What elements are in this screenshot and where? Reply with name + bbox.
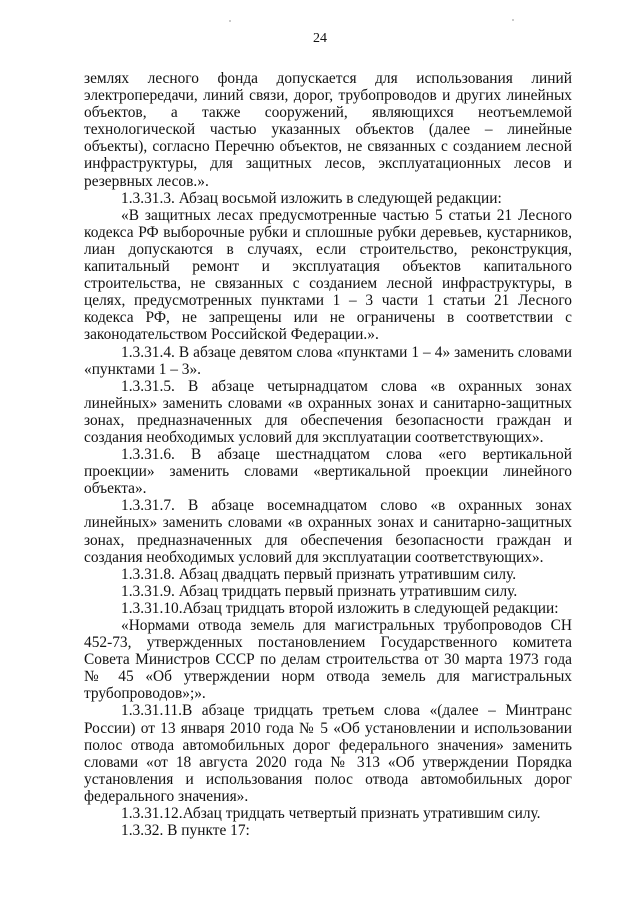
paragraph: 1.3.31.5. В абзаце четырнадцатом слова «в охранных зонах линейных» заменить словами «в охранных зонах и санитарно-защитных зонах, предназначенных для обеспечения безопасности граждан и создания необходимых условий для эксплуатации соответствующих». (84, 377, 572, 446)
paragraph: «Нормами отвода земель для магистральных трубопроводов СН 452-73, утвержденных постановлением Государственного комитета Совета Министров СССР по делам строительства от 30 марта 1973 года № 45 «Об утверждении норм отвода земель для магистральных трубопроводов»;». (84, 617, 572, 703)
page-number: 24 (313, 31, 327, 46)
paragraph: 1.3.31.6. В абзаце шестнадцатом слова «его вертикальной проекции» заменить словами «вертикальной проекции линейного объекта». (84, 446, 572, 498)
paragraph: 1.3.31.12.Абзац тридцать четвертый признать утратившим силу. (121, 805, 541, 823)
document-body (84, 70, 572, 839)
paragraph: «В защитных лесах предусмотренные частью 5 статьи 21 Лесного кодекса РФ выборочные рубки и сплошные рубки деревьев, кустарников, лиан допускаются в случаях, если строительство, реконструкция, капитальный ремонт и эксплуатация объектов капитального строительства, не связанных с созданием лесной инфраструктуры, в целях, предусмотренных пунктами 1 – 3 части 1 статьи 21 Лесного кодекса РФ, не запрещены или не ограничены в соответствии с законодательством Российской Федерации.». (84, 206, 572, 344)
paragraph: 1.3.31.3. Абзац восьмой изложить в следующей редакции: (121, 189, 502, 207)
paragraph: 1.3.31.8. Абзац двадцать первый признать утратившим силу. (121, 565, 517, 583)
scan-speck (512, 19, 514, 21)
scan-speck (229, 20, 231, 22)
paragraph: 1.3.32. В пункте 17: (121, 822, 250, 840)
paragraph: землях лесного фонда допускается для использования линий электропередачи, линий связи, дорог, трубопроводов и других линейных объектов, а также сооружений, являющихся неотъемлемой технологической частью указанных объектов (далее – линейные объекты), согласно Перечню объектов, не связанных с созданием лесной инфраструктуры, для защитных лесов, эксплуатационных лесов и резервных лесов.». (84, 70, 572, 190)
paragraph: 1.3.31.4. В абзаце девятом слова «пунктами 1 – 4» заменить словами «пунктами 1 – 3». (84, 343, 572, 378)
paragraph: 1.3.31.9. Абзац тридцать первый признать утратившим силу. (121, 582, 518, 600)
paragraph: 1.3.31.11.В абзаце тридцать третьем слова «(далее – Минтранс России) от 13 января 2010 года № 5 «Об установлении и использовании полос отвода автомобильных дорог федерального значения» заменить словами «от 18 августа 2020 года № 313 «Об утверждении Порядка установления и использования полос отвода автомобильных дорог федерального значения». (84, 702, 572, 805)
paragraph: 1.3.31.7. В абзаце восемнадцатом слово «в охранных зонах линейных» заменить словами «в охранных зонах и санитарно-защитных зонах, предназначенных для обеспечения безопасности граждан и создания необходимых условий для эксплуатации соответствующих». (84, 497, 572, 566)
paragraph: 1.3.31.10.Абзац тридцать второй изложить в следующей редакции: (121, 599, 559, 617)
